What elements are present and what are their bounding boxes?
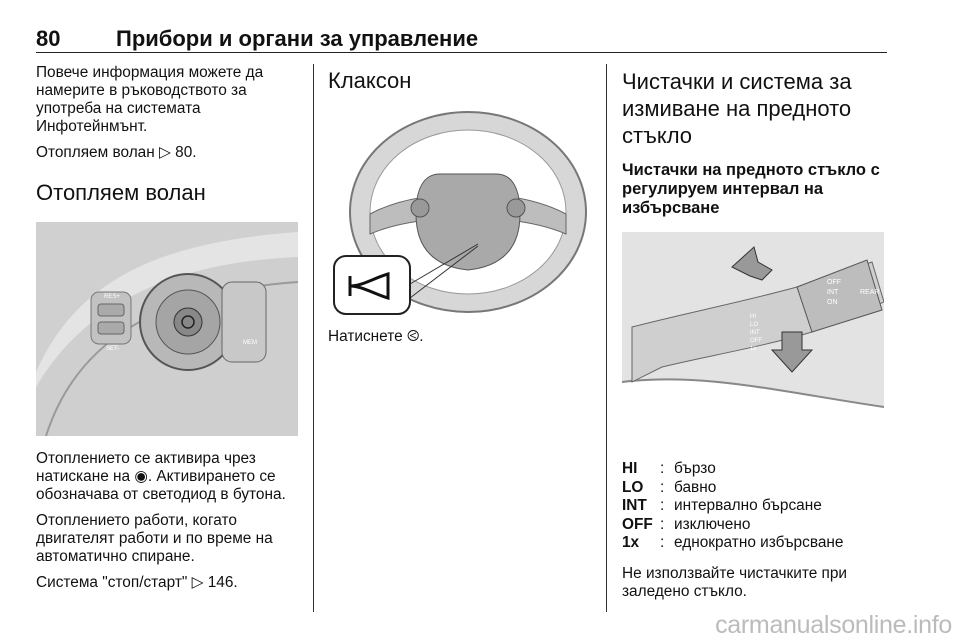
wiper-mode-key: LO [622, 478, 644, 496]
watermark: carmanualsonline.info [715, 611, 952, 639]
stalk-label-rear: REAR [860, 289, 880, 296]
heated-wheel-paragraph-1: Отоплението се активира чрез натискане на ◉. Активирането се обозначава от светодиод в бутона. [36, 450, 286, 503]
horn-illustration [328, 104, 590, 316]
column-left [36, 64, 298, 600]
wiper-mode-value: интервално бърсане [674, 497, 822, 514]
column-middle [328, 64, 590, 354]
wiper-mode-value: бавно [674, 478, 717, 496]
wiper-mode-colon: : [660, 497, 665, 514]
mem-label: MEM [243, 340, 257, 346]
wiper-mode-row [622, 534, 843, 553]
page-number: 80 [36, 26, 61, 51]
wiper-mode-colon: : [660, 534, 665, 551]
reference-line-stop-start: Система "стоп/старт" ▷ 146. [36, 574, 238, 591]
section-heading-horn: Клаксон [328, 68, 412, 93]
stalk-label-int: INT [827, 289, 839, 296]
wiper-mode-colon: : [660, 460, 665, 477]
page-title: Прибори и органи за управление [116, 26, 479, 51]
intro-paragraph: Повече информация можете да намерите в ръководството за употреба на системата Инфотейнмънт. [36, 64, 264, 135]
stalk-label-1x: 1x [750, 346, 757, 352]
wiper-mode-row [622, 479, 843, 498]
stalk-label-off: OFF [827, 279, 841, 286]
stalk-label-hi: HI [750, 314, 756, 320]
wiper-mode-value: еднократно избърсване [674, 534, 844, 551]
set-label: SET- [106, 346, 120, 352]
wiper-modes-list [622, 460, 843, 553]
wiper-note: Не използвайте чистачките при заледено стъкло. [622, 564, 848, 600]
wiper-stalk-illustration [622, 232, 884, 442]
horn-icon: ⧀ [406, 328, 420, 345]
stalk-label-int2: INT [750, 330, 760, 336]
wiper-mode-value: бързо [674, 460, 716, 477]
wiper-mode-row [622, 516, 843, 535]
wiper-mode-key: 1x [622, 534, 640, 551]
column-divider [313, 64, 314, 612]
ref-arrow-icon: ▷ [191, 574, 204, 591]
res-label: RES+ [104, 294, 120, 300]
wiper-mode-row [622, 460, 843, 479]
stalk-label-off2: OFF [750, 338, 762, 344]
page-reference-link[interactable]: 146. [207, 574, 238, 591]
column-right [622, 64, 890, 609]
ref-arrow-icon: ▷ [159, 144, 171, 161]
wiper-mode-colon: : [660, 478, 665, 496]
wiper-mode-key: OFF [622, 515, 653, 533]
heated-wheel-paragraph-2: Отоплението работи, когато двигателят работи и по време на автоматично спиране. [36, 512, 273, 565]
horn-paragraph: Натиснете ⧀. [328, 328, 424, 345]
heated-wheel-illustration [36, 222, 298, 436]
page-header [36, 26, 887, 53]
subheading-wipers: Чистачки на предното стъкло с регулируем интервал на избърсване [622, 161, 880, 217]
section-heading-heated-wheel: Отопляем волан [36, 180, 206, 205]
column-divider [606, 64, 607, 612]
reference-line: Отопляем волан ▷ 80. [36, 144, 197, 161]
wiper-mode-colon: : [660, 515, 665, 533]
section-heading-wipers: Чистачки и система за измиване на предното стъкло [622, 69, 852, 148]
stalk-label-on: ON [827, 299, 838, 306]
wiper-mode-key: INT [622, 497, 647, 514]
wiper-mode-value: изключено [674, 515, 751, 533]
stalk-label-lo: LO [750, 322, 759, 328]
wiper-mode-key: HI [622, 460, 638, 477]
page-reference-link[interactable]: 80. [175, 144, 197, 161]
wiper-mode-row [622, 497, 843, 516]
heated-wheel-icon: ◉ [134, 468, 148, 485]
